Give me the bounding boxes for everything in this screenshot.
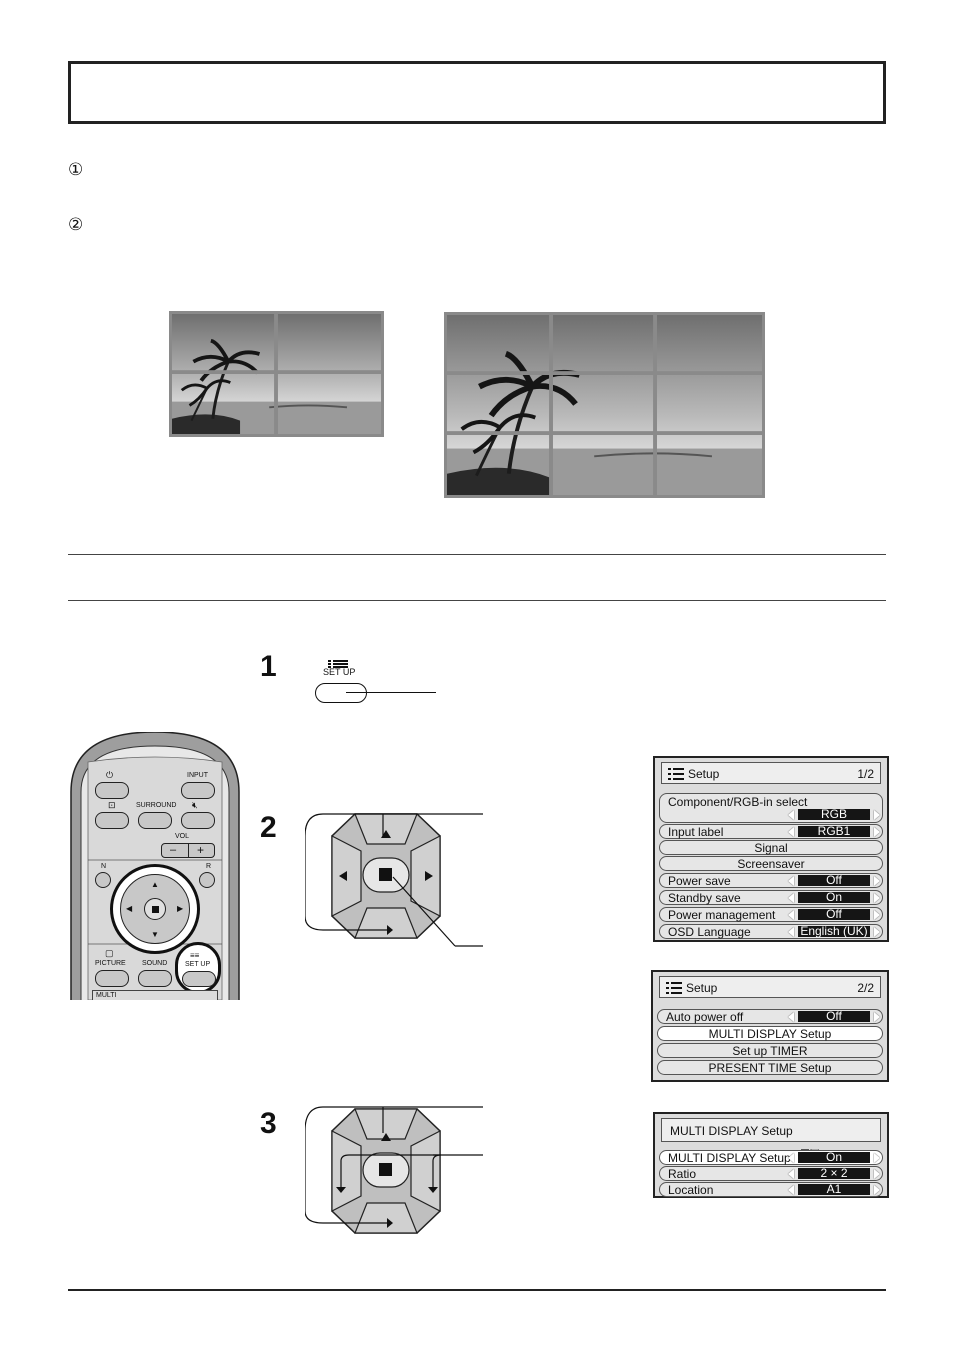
menu3-header [661, 1118, 881, 1142]
setup-menu-page-1 [653, 756, 889, 942]
left-triangle-icon[interactable] [788, 1153, 794, 1163]
menu1-row-standby-save[interactable] [659, 890, 883, 905]
down-arrow-icon: ▼ [151, 930, 159, 939]
menu2-row-auto-power-off[interactable] [657, 1009, 883, 1024]
menu2-row-value: Off [798, 1011, 870, 1022]
remote-r-button[interactable] [199, 872, 215, 888]
menu3-tile-indicator [801, 1143, 819, 1148]
menu1-row-label: OSD Language [668, 925, 751, 939]
setup-menu-icon [328, 655, 348, 663]
right-triangle-icon[interactable] [874, 1012, 880, 1022]
picture-icon: ▢ [105, 948, 114, 958]
remote-aspect-button[interactable] [95, 812, 129, 829]
menu2-row-present-time-setup[interactable] [657, 1060, 883, 1075]
menu1-row-value: RGB [798, 809, 870, 820]
remote-nav-highlight [110, 864, 200, 954]
menu2-row-label: Auto power off [666, 1010, 744, 1024]
right-triangle-icon[interactable] [874, 893, 880, 903]
menu1-row-osd-language[interactable] [659, 924, 883, 939]
left-triangle-icon[interactable] [788, 893, 794, 903]
multi-display-2x2-image [169, 311, 384, 437]
menu1-row-value: Off [798, 875, 870, 886]
volume-divider [188, 844, 189, 857]
menu1-row-screensaver[interactable] [659, 856, 883, 871]
setup-button[interactable] [315, 683, 367, 703]
aspect-icon: ⊡ [108, 800, 116, 810]
remote-r-label: R [206, 863, 212, 870]
menu2-row-label: PRESENT TIME Setup [708, 1061, 832, 1075]
menu1-row-component-rgb[interactable] [659, 793, 883, 823]
multi-display-3x3-image [444, 312, 765, 498]
remote-power-button[interactable] [95, 782, 129, 799]
step-number-2: 2 [260, 811, 277, 844]
menu1-row-signal[interactable] [659, 840, 883, 855]
left-triangle-icon[interactable] [788, 827, 794, 837]
menu1-page: 1/2 [857, 767, 874, 781]
volume-minus[interactable]: – [170, 844, 177, 856]
setup-menu-page-2 [651, 970, 889, 1082]
power-icon: ⏻ [106, 770, 114, 780]
right-triangle-icon[interactable] [874, 827, 880, 837]
section-rule-bottom [68, 600, 886, 601]
menu1-row-power-save[interactable] [659, 873, 883, 888]
marker-2: ② [68, 215, 84, 235]
menu3-row-ratio[interactable] [659, 1166, 883, 1181]
menu2-row-multi-display-setup[interactable] [657, 1026, 883, 1041]
menu3-row-label: Location [668, 1183, 714, 1197]
menu1-title: Setup [688, 767, 720, 781]
remote-surround-button[interactable] [138, 812, 172, 829]
action-square-icon [152, 906, 159, 913]
menu1-setup-icon [668, 768, 684, 780]
remote-nav-pad[interactable] [120, 874, 190, 944]
remote-input-label: INPUT [187, 772, 208, 779]
menu3-row-value: On [798, 1152, 870, 1163]
menu1-row-value: On [798, 892, 870, 903]
menu3-row-value: A1 [798, 1184, 870, 1195]
step3-pad-illustration [305, 1103, 485, 1245]
menu3-row-location[interactable] [659, 1182, 883, 1197]
menu2-title: Setup [686, 981, 718, 995]
right-triangle-icon[interactable] [874, 810, 880, 820]
menu2-setup-icon [666, 982, 682, 994]
menu2-row-label: Set up TIMER [732, 1044, 808, 1058]
menu2-page: 2/2 [857, 981, 874, 995]
left-triangle-icon[interactable] [788, 927, 794, 937]
volume-plus[interactable]: + [197, 843, 205, 857]
menu1-row-power-management[interactable] [659, 907, 883, 922]
remote-setup-highlight [175, 942, 221, 994]
menu1-row-label: Signal [754, 841, 788, 855]
remote-multi-label: MULTI [96, 992, 117, 999]
menu1-row-label: Power management [668, 908, 776, 922]
remote-picture-label: PICTURE [95, 960, 126, 967]
remote-picture-button[interactable] [95, 970, 129, 987]
section-rule-top [68, 554, 886, 555]
left-triangle-icon[interactable] [788, 1169, 794, 1179]
menu3-title: MULTI DISPLAY Setup [670, 1124, 793, 1138]
menu3-row-multi-display[interactable] [659, 1150, 883, 1165]
menu2-header [659, 976, 881, 998]
menu1-row-value: RGB1 [798, 826, 870, 837]
menu1-row-value: English (UK) [798, 926, 870, 937]
step2-pad-illustration [305, 806, 485, 956]
remote-vol-label: VOL [175, 833, 190, 840]
left-triangle-icon[interactable] [788, 1012, 794, 1022]
remote-sound-button[interactable] [138, 970, 172, 987]
menu3-row-label: Ratio [668, 1167, 697, 1181]
setup-callout-line [346, 692, 436, 693]
setup-button-label: SET UP [323, 667, 356, 677]
menu1-header [661, 762, 881, 784]
step-number-3: 3 [260, 1107, 277, 1140]
remote-multi-area [92, 990, 218, 1000]
remote-setup-button[interactable] [182, 971, 216, 987]
right-triangle-icon[interactable] [874, 1153, 880, 1163]
left-arrow-icon: ◀ [126, 904, 133, 913]
remote-mute-button[interactable] [181, 812, 215, 829]
left-triangle-icon[interactable] [788, 876, 794, 886]
menu3-row-value: 2 × 2 [798, 1168, 870, 1179]
marker-1: ① [68, 160, 84, 180]
remote-sound-label: SOUND [142, 960, 168, 967]
menu2-row-label: MULTI DISPLAY Setup [708, 1027, 832, 1041]
mute-icon: 🔇︎ [192, 800, 198, 810]
remote-setup-label: SET UP [185, 961, 211, 968]
remote-n-button[interactable] [95, 872, 111, 888]
left-triangle-icon[interactable] [788, 910, 794, 920]
menu1-row-label: Screensaver [737, 857, 805, 871]
up-arrow-icon: ▲ [151, 880, 159, 889]
remote-setup-icon: ≡≡ [190, 951, 200, 960]
menu1-row-input-label[interactable] [659, 824, 883, 839]
footer-rule [68, 1289, 886, 1291]
multi-display-setup-menu [653, 1112, 889, 1198]
remote-volume-rocker[interactable] [161, 843, 215, 858]
menu1-row-label: Component/RGB-in select [668, 795, 808, 809]
left-triangle-icon[interactable] [788, 810, 794, 820]
title-box [68, 61, 886, 124]
left-triangle-icon[interactable] [788, 1185, 794, 1195]
remote-input-button[interactable] [181, 782, 215, 799]
right-triangle-icon[interactable] [874, 1185, 880, 1195]
remote-surround-label: SURROUND [136, 802, 177, 809]
menu1-row-label: Power save [668, 874, 731, 888]
right-triangle-icon[interactable] [874, 927, 880, 937]
step-number-1: 1 [260, 650, 277, 683]
right-triangle-icon[interactable] [874, 910, 880, 920]
remote-n-label: N [101, 863, 107, 870]
menu1-row-label: Standby save [668, 891, 741, 905]
menu1-row-value: Off [798, 909, 870, 920]
remote-control [68, 732, 242, 1000]
right-arrow-icon: ▶ [177, 904, 184, 913]
menu3-row-label: MULTI DISPLAY Setup [668, 1151, 791, 1165]
right-triangle-icon[interactable] [874, 1169, 880, 1179]
menu2-row-set-up-timer[interactable] [657, 1043, 883, 1058]
right-triangle-icon[interactable] [874, 876, 880, 886]
menu1-row-label: Input label [668, 825, 724, 839]
